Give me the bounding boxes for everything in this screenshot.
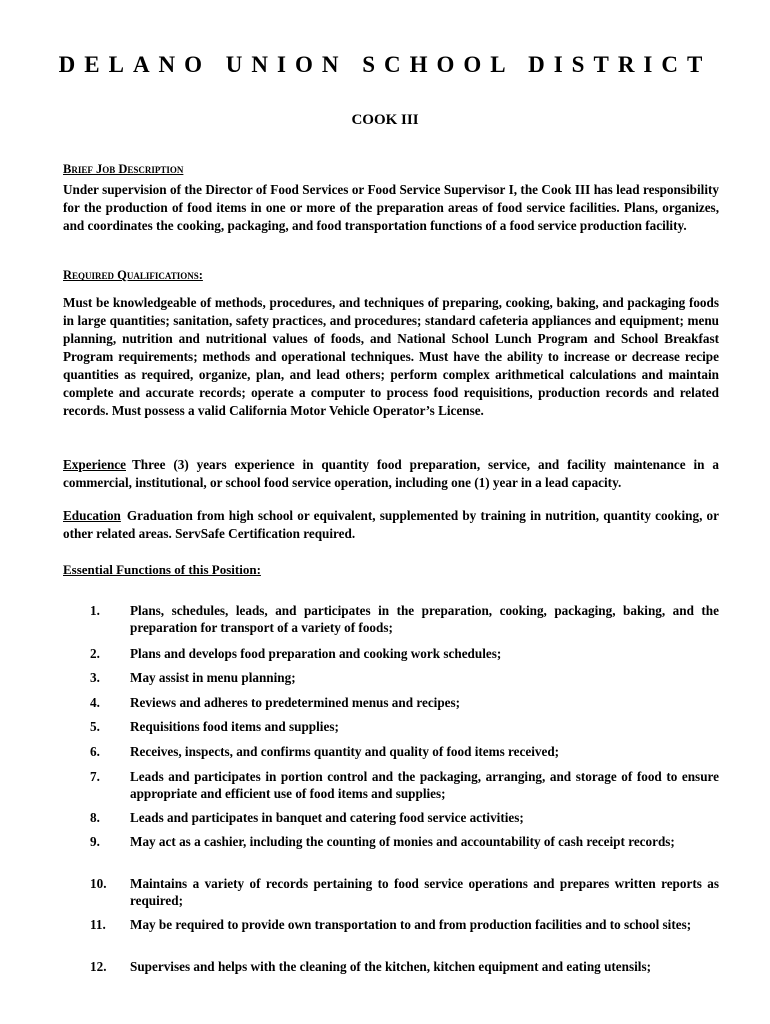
function-number: 4. xyxy=(90,695,100,710)
function-number: 10. xyxy=(90,876,107,891)
function-number: 6. xyxy=(90,744,100,759)
district-name: DELANO UNION SCHOOL DISTRICT xyxy=(58,52,712,77)
experience-paragraph xyxy=(63,456,719,492)
education-text: Graduation from high school or equivalent, supplemented by training in nutrition, quantity cooking, or other related areas. ServSafe Certification required. xyxy=(63,508,719,541)
function-text: May act as a cashier, including the counting of monies and accountability of cash receipt records; xyxy=(130,834,675,849)
function-text: Leads and participates in banquet and catering food service activities; xyxy=(130,810,524,825)
function-text: Plans and develops food preparation and cooking work schedules; xyxy=(130,646,502,661)
brief-description-heading: Brief Job Description xyxy=(63,162,184,176)
function-text: Requisitions food items and supplies; xyxy=(130,719,339,734)
qualifications-heading: Required Qualifications: xyxy=(63,268,203,282)
function-text: Leads and participates in portion control and the packaging, arranging, and storage of food to ensure appropriate and efficient use of food items and supplies; xyxy=(130,769,719,801)
function-number: 11. xyxy=(90,917,106,932)
functions-heading: Essential Functions of this Position: xyxy=(63,562,261,577)
education-paragraph xyxy=(63,507,719,543)
function-number: 7. xyxy=(90,769,100,784)
function-number: 1. xyxy=(90,603,100,618)
function-number: 12. xyxy=(90,959,107,974)
function-text: Plans, schedules, leads, and participates in the preparation, cooking, packaging, baking, and the preparation for transport of a variety of foods; xyxy=(130,603,719,635)
function-text: Receives, inspects, and confirms quantity and quality of food items received; xyxy=(130,744,560,759)
function-text: Maintains a variety of records pertaining to food service operations and prepares written reports as required; xyxy=(130,876,719,908)
function-number: 8. xyxy=(90,810,100,825)
brief-description-text: Under supervision of the Director of Food Services or Food Service Supervisor I, the Cook III has lead responsibility for the production of food items in one or more of the preparation areas of food service facilities. Plans, organizes, and coordinates the cooking, packaging, and food transportation functions of a food service production facility. xyxy=(63,182,719,233)
function-number: 5. xyxy=(90,719,100,734)
job-title: COOK III xyxy=(351,112,419,128)
education-label: Education xyxy=(63,508,121,523)
qualifications-text: Must be knowledgeable of methods, procedures, and techniques of preparing, cooking, baking, and packaging foods in large quantities; sanitation, safety practices, and procedures; standard cafeteria appliances and equipment; menu planning, nutrition and nutritional values of foods, and National School Lunch Program and School Breakfast Program requirements; methods and operational techniques. Must have the ability to increase or decrease recipe quantities as required, organize, plan, and lead others; perform complex arithmetical calculations and maintain complete and accurate records; operate a computer to process food requisitions, production records and related records. Must possess a valid California Motor Vehicle Operator’s License. xyxy=(63,295,719,418)
function-number: 3. xyxy=(90,670,100,685)
experience-label: Experience xyxy=(63,457,126,472)
function-text: Supervises and helps with the cleaning of the kitchen, kitchen equipment and eating utensils; xyxy=(130,959,651,974)
function-number: 2. xyxy=(90,646,100,661)
function-text: Reviews and adheres to predetermined menus and recipes; xyxy=(130,695,461,710)
experience-text: Three (3) years experience in quantity food preparation, service, and facility maintenance in a commercial, institutional, or school food service operation, including one (1) year in a lead capacity. xyxy=(63,457,719,490)
function-text: May assist in menu planning; xyxy=(130,670,296,685)
function-text: May be required to provide own transportation to and from production facilities and to school sites; xyxy=(130,917,692,932)
function-number: 9. xyxy=(90,834,100,849)
